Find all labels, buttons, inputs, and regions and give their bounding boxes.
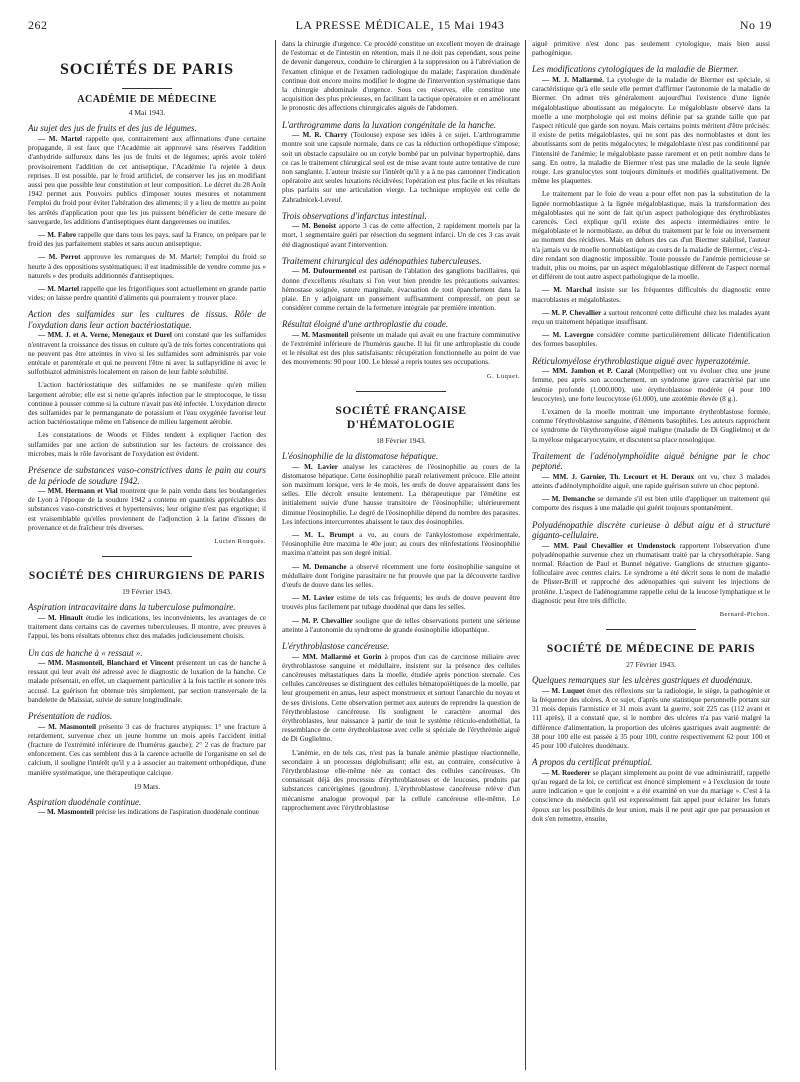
article-body: — M. R. Charry (Toulouse) expose ses idées à ce sujet. L'arthrogramme montre soit une capsule normale, dans ce cas la réduction orthopédique s'impose; soit un obstacle capsulaire ou un cotyle bombé par un pulvinar hypertrophié, dans ce cas le traitement chirurgical seul est de mise avant toute autre tentative de cure non sanglante. L'auteur insiste sur l'intérêt qu'il y a à ne pas cantonner l'indication opératoire aux seules luxations récidivées; l'opération est plus facile et les résultats plus parfaits sur une articulation vierge. La technique employée est celle de Zahradnicek-Leveuf. [282, 131, 520, 204]
author: — M. Martel [38, 134, 83, 143]
article-title: Trois observations d'infarctus intestinal. [282, 210, 427, 221]
session-date: 19 Février 1943. [122, 587, 172, 597]
section-heading: SOCIÉTÉ DE MÉDECINE DE PARIS [546, 643, 756, 656]
column-1 [28, 40, 266, 1070]
author: — MM. J. et A. Verne, Menegaux et Durel [38, 331, 172, 340]
article-title: Traitement de l'adénolymphoïdite aiguë bénigne par le choc peptoné. [532, 450, 770, 472]
column-2 [282, 40, 520, 1070]
author: — M. Marchal [542, 286, 593, 295]
author: — M. L. Brumpt [292, 531, 355, 540]
article-body: — M. Marchal insiste sur les fréquentes difficultés du diagnostic entre macroblastes et mégaloblastes. [532, 286, 770, 304]
session-date: 4 Mai 1943. [128, 108, 166, 118]
article-body: — M. Masmonteil précise les indications de l'aspiration duodénale continue [38, 808, 259, 817]
session-date: 19 Mars. [133, 781, 161, 791]
article-title: Réticulomyélose érythroblastique aiguë avec hyperazotémie. [532, 355, 751, 366]
author: — MM. Masmonteil, Blanchard et Vincent [38, 659, 174, 668]
author: — M. Lavier [292, 462, 338, 471]
issue-number: No 19 [739, 18, 772, 32]
author: — M. Demanche [292, 562, 347, 571]
article-title: L'arthrogramme dans la luxation congénitale de la hanche. [282, 119, 497, 130]
article-body: — M. Martel rappelle que, contrairement aux affirmations d'une certaine propagande, il est faux que l'Académie ait approuvé sans réserves l'addition d'anhydride sulfureux dans les jus de fruits et de légumes; après avoir toléré provisoirement l'addition de cet antiseptique, l'Académie l'a rejetée à deux reprises. Il est possible, par le froid artificiel, de conserver les jus en modifiant aussi peu que possible leur constitution et leur composition. Le décret du 28 Août 1942 permet aux Pouvoirs publics d'imposer toutes mesures et notamment l'emploi du froid pour éviter l'altération des aliments; il y a lieu de mettre au point les arrêtés d'application pour que les jus puissent bénéficier de cette mesure de sauvegarde, les additions d'antiseptiques étant dangereuses ou inutiles. [28, 134, 266, 226]
article-body: aiguë primitive n'est donc pas seulement cytologique, mais bien aussi pathogénique. [532, 40, 770, 58]
author: — M. Masmonteil [292, 330, 349, 339]
article-body: — MM. J. et A. Verne, Menegaux et Durel ont constaté que les sulfamides n'entravent la croissance des tissus en culture qu'à de très fortes concentrations qui ne peuvent pas être atteintes in vivo si les sulfamides sont administrés par voie entérale et parentérale et qui ne peuvent l'être ni avec la sulfapyridine ni avec le sulfothiazol administrés localement en raison de leur faible solubilité. [28, 331, 266, 377]
section-heading: SOCIÉTÉ FRANÇAISE D'HÉMATOLOGIE [335, 404, 467, 431]
article-body: — MM. Jambon et P. Cazal (Montpellier) ont vu évoluer chez une jeune femme, peu après son accouchement, un syndrome grave caractérisé par une anémie profonde (1.000.000), une érythroblastose modérée (4 pour 100 leucocytes), une forte leucocytose (61.000), une azotémie élevée (8 g.). [532, 367, 770, 403]
article-title: Aspiration duodénale continue. [28, 796, 142, 807]
article-body: — M. Hinault étudie les indications, les inconvénients, les avantages de ce traitement dans certains cas de cavernes tuberculeuses. Il montre, avec preuves à l'appui, les bons résultats obtenus chez des malades judicieusement choisis. [28, 613, 266, 641]
article-body: — M. P. Chevallier souligne que de telles observations portent une sérieuse atteinte à l'autonomie du syndrome de grande éosinophilie idiopathique. [282, 616, 520, 634]
article-body: — M. Perrot approuve les remarques de M. Martel; l'emploi du froid se heurte à des oppositions systématiques; il est inadmissible de vendre comme jus « naturels » des produits additionnés d'antiseptiques. [28, 253, 266, 280]
article-body: Les constatations de Woods et Fildes tendent à expliquer l'action des sulfamides par une action de substitution sur les facteurs de croissance des microbes, mais le rôle favorisant de l'oxydation est évident. [28, 431, 266, 458]
article-body: — M. Lavier estime de tels cas fréquents; les œufs de douve peuvent être trouvés plus facilement par tubage duodénal que dans les selles. [282, 594, 520, 612]
journal-running-title: LA PRESSE MÉDICALE, 15 Mai 1943 [295, 18, 505, 32]
article-body: — MM. J. Garnier, Th. Lecourt et H. Deraux ont vu, chez 3 malades atteints d'adénolymphoïdite aiguë, une rapide guérison suivre un choc peptoné. [532, 472, 770, 490]
article-body: — M. Masmonteil présente un malade qui avait eu une fracture comminutive de l'extrémité inférieure de l'humérus gauche. Il lui fit une arthroplastie du coude et le résultat est des plus satisfaisants: récupération fonctionnelle au point de vue des mouvements: 90 pour 100. Le blessé a repris toutes ses occupations. [282, 330, 520, 367]
article-body: — M. Fabre rappelle que dans tous les pays, sauf la France, on prépare par le froid des jus parfaitement stables et sans aucun antiseptique. [28, 230, 266, 249]
author: — M. Masmonteil [38, 808, 94, 817]
article-body: — M. Lavergne considère comme particulièrement délicate l'identification des formes basophiles. [532, 331, 770, 349]
article-body: — MM. Masmonteil, Blanchard et Vincent présentent un cas de hanche à ressaut qui leur avait été adressé avec le diagnostic de luxation de la hanche. Ce malade présentait, en effet, un claquement particulier à la fois tactile et sonore très accusé. La guérison fut obtenue très simplement, par section transversale de la bandelette de Maïssiat, suivie de suture longitudinale. [28, 659, 266, 704]
article-body: L'action bactériostatique des sulfamides ne se manifeste qu'en milieu largement aérobie; elle est si nette qu'après infection par le streptocoque, le tissu continue à pousser comme si la culture n'avait pas été infectée. L'oxydation directe des sulfamides par le permanganate de potassium et l'eau oxygénée favorise leur action bactériostatique même en l'absence de milieu largement aérobie. [28, 381, 266, 427]
author: — MM. Mallarmé et Gorin [292, 652, 382, 661]
author: — M. Perrot [38, 253, 81, 262]
article-title: Action des sulfamides sur les cultures de tissus. Rôle de l'oxydation dans leur action bactériostatique. [28, 309, 266, 330]
author: — M. Benoist [292, 222, 337, 231]
section-heading: SOCIÉTÉ DES CHIRURGIENS DE PARIS [28, 570, 266, 583]
article-title: Présentation de radios. [28, 711, 113, 722]
author: — M. Fabre [38, 230, 77, 239]
article-body: — M. Lavier analyse les caractères de l'éosinophilie au cours de la distomatose hépatique. Cette éosinophilie paraît relativement précoce. Elle atteint son maximum lorsque, vers le 4e mois, les œufs de douve apparaissent dans les selles. Elle décroît ensuite lentement. La thérapeutique par l'émétine est initialement suivie d'une hausse transitoire de l'éosinophilie; ultérieurement diminue l'éosinophilie. Le degré de l'éosinophilie dépend du nombre des parasites. Les infections intercurrentes abaissent le taux des éosinophiles. [282, 462, 520, 526]
column-3 [532, 40, 770, 1070]
article-body: — MM. Paul Chevallier et Umdenstock rapportent l'observation d'une polyadénopathie survenue chez un rhumatisant traité par la chrysothérapie. Sang normal. Réaction de Paul et Bunnel négative. Ganglions de structure giganto-folliculaire avec centres clairs. Le syndrome a été décrit sous le nom de maladie de Pfister-Brill et rapproché des adénopathies qui suivent les injections de protéine. L'aspect de l'adénogramme rappelle celui de la leucose lymphatique et le diagnostic peut être très difficile. [532, 541, 770, 605]
article-body: — M. Roederer se plaçant simplement au point de vue administratif, rappelle qu'au regard de la loi, ce certificat est énoncé simplement « à l'exclusion de toute autre indication » que le conjoint « a été examiné en vue du mariage ». C'est à la conscience du médecin qu'il est expressément fait appel pour éclairer les futurs époux sur les possibilités de leur union, mais il ne peut agir que par persuasion et doit s'en remettre, ensuite, [532, 768, 770, 823]
page-header [28, 18, 772, 32]
article-body: — M. J. Mallarmé. La cytologie de la maladie de Biermer est spéciale, si caractéristique qu'à elle seule elle permet d'affirmer l'autonomie de la maladie de Biermer. On admet très généralement aujourd'hui l'existence d'une lignée mégaloblastique aboutissant au mégalocyte. Le mégaloblaste observé dans la moelle a une morphologie qui est moins définie par sa grande taille que par l'aspect réticulé que garde son noyau. Mais certains points méritent d'être précisés: il existe de petits mégaloblastes, qui ne sont pas des normoblastes et dont les aboutissants sont de petits mégalocytes; le mégaloblaste n'est pas conditionné par l'intensité de l'anémie; le mégaloblaste passe rarement et en petit nombre dans le sang. En outre, la maladie de Biermer n'est pas une maladie de la seule lignée rouge. Les granulocytes sont toujours diminués et modifiés qualitativement. De même les plaquettes. [532, 75, 770, 186]
article-title: Au sujet des jus de fruits et des jus de légumes. [28, 123, 197, 134]
article-title: L'érythroblastose cancéreuse. [282, 641, 390, 652]
author: — M. Demanche [542, 495, 595, 504]
article-body: — M. Demanche a observé récemment une forte éosinophilie sanguine et médullaire dont l'origine parasitaire ne fut prouvée que par la découverte tardive d'œufs de douve dans les selles. [282, 562, 520, 590]
section-heading: ACADÉMIE DE MÉDECINE [77, 94, 217, 105]
author: — M. P. Chevallier [542, 308, 602, 317]
article-title: A propos du certificat prénuptial. [532, 757, 653, 768]
article-body: — M. Dufourmentel est partisan de l'ablation des ganglions bacillaires, qui donne d'excellents résultats si l'on veut bien prendre les précautions suivantes: hémostase soignée, suture marginale, évacuation de tout épanchement dans la plaie. En y adjoignant un pansement suffisamment compressif, on peut se considérer comme certain de la fermeture intégrale par première intention. [282, 267, 520, 313]
session-date: 27 Février 1943. [626, 660, 676, 670]
author: — MM. J. Garnier, Th. Lecourt et H. Deraux [542, 472, 695, 481]
article-body: — MM. Mallarmé et Gorin à propos d'un cas de carcinose miliaire avec érythroblastose sanguine et médullaire, insistent sur la présence des cellules cancéreuses métastatiques dans la moelle, étudiée après ponction sternale. Ces cellules cancéreuses se distinguent des cellules hématopoïétiques de la moelle, par leur groupement en amas, leur aspect monstrueux et surtout l'anarchie du noyau et de ses divisions. Cette observation permet aux auteurs de reprendre la question de l'érythroblastose cancéreuse. Ils soulignent le caractère anormal des érythroblastes, leur naissance à partir de tout le système réticulo-endothélial, la ressemblance de cette érythroblastose avec celle si spéciale de l'érythrémie aiguë de Di Guglielmo. [282, 652, 520, 744]
article-title: Polyadénopathie discrète curieuse à début aigu et à structure giganto-cellulaire. [532, 519, 770, 541]
article-body: — MM. Hermann et Vial montrent que le pain vendu dans les boulangeries de Lyon à l'époque de la soudure 1942 a contenu en quantités appréciables des substances vaso-constrictives et hypertensives; leur origine n'est pas ergotique; il est vraisemblable qu'elles proviennent de l'adjonction à la farine d'issues de provenance et de fraîcheur très diverses. [28, 487, 266, 532]
author: — M. Dufourmentel [292, 267, 357, 276]
article-title: Traitement chirurgical des adénopathies tuberculeuses. [282, 255, 482, 266]
article-title: Les modifications cytologiques de la maladie de Biermer. [532, 64, 739, 75]
article-title: Présence de substances vaso-constrictives dans le pain au cours de la période de soudure 1942. [28, 465, 266, 486]
author: — M. J. Mallarmé. [542, 75, 604, 84]
section-rule [102, 556, 192, 557]
article-body: — M. Benoist apporte 3 cas de cette affection, 2 rapidement mortels par la mort, 1 segmentaire guéri par résection du segment infarci. Un de ces 3 cas avait été diagnostiqué avant l'intervention. [282, 222, 520, 249]
author: — MM. Paul Chevallier et Umdenstock [542, 541, 676, 550]
article-body: L'examen de la moelle montrait une importante érythroblastose formée, comme l'érythroblastose sanguine, d'éléments basophiles. Les auteurs rapprochent ce syndrome de l'érythromyélose aiguë maligne (maladie de Di Guglielmo) et de la myélose mégacaryocytaire, et discutent sa place nosologique. [532, 407, 770, 444]
article-body: — M. Luquet émet des réflexions sur la radiologie, le siège, la pathogénie et la fréquence des ulcères. A ce sujet, d'après une statistique personnelle portant sur 31 mois depuis l'armistice et 31 mois avant la guerre, soit 225 cas (112 avant et 111 après), il a constaté que, si le nombre des ulcères n'a pas varié malgré la différence d'alimentation, la proportion des ulcères gastriques avait augmenté: de 38 pour 100 elle est passée à 35 pour 100, contre respectivement 62 pour 100 et 45 pour 100 d'ulcères duodénaux. [532, 686, 770, 751]
signature: G. Luquet. [487, 372, 520, 380]
page-number: 262 [28, 18, 48, 32]
article-body: — M. Martel rappelle que les frigorifiques sont actuellement en grande partie vides; on laisse perdre quantité d'aliments qui pourraient y trouver place. [28, 284, 266, 303]
column-divider [275, 40, 276, 1070]
signature: Lucien Rouquès. [214, 538, 266, 546]
author: — M. Lavergne [542, 331, 594, 340]
author: — M. Luquet [542, 686, 585, 695]
article-body: — M. L. Brumpt a vu, au cours de l'ankylostomose expérimentale, l'éosinophilie être maxima le 40e jour; au cours des réinfestations l'éosinophilie maxima n'atteint pas son degré initial. [282, 531, 520, 558]
article-body: — M. P. Chevallier a surtout rencontré cette difficulté chez les malades ayant reçu un traitement hépatique insuffisant. [532, 308, 770, 326]
section-rule [606, 629, 696, 630]
author: — M. Roederer [542, 768, 591, 777]
author: — M. Hinault [38, 613, 83, 622]
article-title: L'éosinophilie de la distomatose hépatique. [282, 451, 439, 462]
author: — M. Martel [38, 284, 79, 293]
article-body: — M. Demanche se demande s'il est bien utile d'appliquer un traitement qui comporte des risques à une maladie qui guérit toujours spontanément. [532, 495, 770, 513]
article-title: Aspiration intracavitaire dans la tuberculose pulmonaire. [28, 602, 236, 613]
author: — M. Masmonteil [38, 722, 96, 731]
author: — MM. Hermann et Vial [38, 487, 118, 495]
author: — M. R. Charry [292, 131, 348, 140]
article-body: L'anémie, en de tels cas, n'est pas la banale anémie plastique réactionnelle, secondaire à un processus déglobulisant; elle est, au contraire, consécutive à l'érythroblastose elle-même née au contact des cellules cancéreuses. On connaissait déjà des processus d'érythroblastoses et de leucoses, produits par substances cancérigènes (goudron). L'érythroblastose cancéreuse relève d'un mécanisme analogue provoqué par la cellule cancéreuse elle-même. Le rapprochement avec l'érythroblastose [282, 748, 520, 812]
article-title: Quelques remarques sur les ulcères gastriques et duodénaux. [532, 675, 753, 686]
article-title: Résultat éloigné d'une arthroplastie du coude. [282, 319, 449, 330]
article-body: — M. Masmonteil présente 3 cas de fractures atypiques: 1° une fracture à retardement, survenue chez un jeune homme un mois après l'accident initial (fracture de l'extrémité inférieure de l'humérus gauche); 2° 2 cas de fracture par enfoncement. Ces cas semblent dus à la carence actuelle de l'organisme en sel de calcium, il souligne l'intérêt qu'il y a à associer au traitement orthopédique, d'une manière systématique, une thérapeutique calcique. [28, 722, 266, 777]
article-body: Le traitement par le foie de veau a pour effet non pas la substitution de la lignée normoblastique à la lignée mégaloblastique, mais la transformation des mégaloblastes qui ne sont de fait qu'un aspect pathologique des érythroblastes carencés. Ceci explique qu'il existe des aspects intermédiaires entre le mégaloblaste et le normoblaste, au début du traitement par le foie ou inversement au moment des récidives. Mais en dehors des cas d'un Biermer stabilisé, l'auteur n'a jamais vu de moelle normoblastique au cours de la maladie de Biermer, c'est-à-dire rendant son diagnostic impossible. Toute poussée de l'anémie pernicieuse se traduit, plus ou moins, par un aspect mégaloblastique différent de l'aspect normal et différent de tout autre aspect pathologique de la moelle. [532, 190, 770, 282]
author: — MM. Jambon et P. Cazal [542, 367, 634, 376]
author: — M. P. Chevallier [292, 616, 353, 625]
column-divider [525, 40, 526, 1070]
session-date: 18 Février 1943. [376, 435, 426, 445]
section-rule [356, 391, 446, 392]
author: — M. Lavier [292, 594, 335, 603]
article-body: dans la chirurgie d'urgence. Ce procédé constitue un excellent moyen de drainage de l'estomac et de l'intestin en rétention, mais il ne doit pas cependant, sous peine de devenir dangereux, conduire le chirurgien à la suppression ou à l'abréviation de l'examen clinique et de l'examen radiologique du malade; l'aspiration duodénale continue doit encore moins modifier le dogme de l'intervention systématique dans la chirurgie abdominale d'urgence. Sous ces réserves, elle constitue une acquisition des plus précieuses, en facilitant la tactique opératoire et en améliorant le pronostic des affections chirurgicales aiguës de l'abdomen. [282, 40, 520, 113]
main-heading: SOCIÉTÉS DE PARIS [59, 61, 235, 78]
signature: Bernard-Pichon. [719, 610, 770, 618]
heading-rule [122, 88, 172, 89]
article-title: Un cas de hanche à « ressaut ». [28, 647, 143, 658]
